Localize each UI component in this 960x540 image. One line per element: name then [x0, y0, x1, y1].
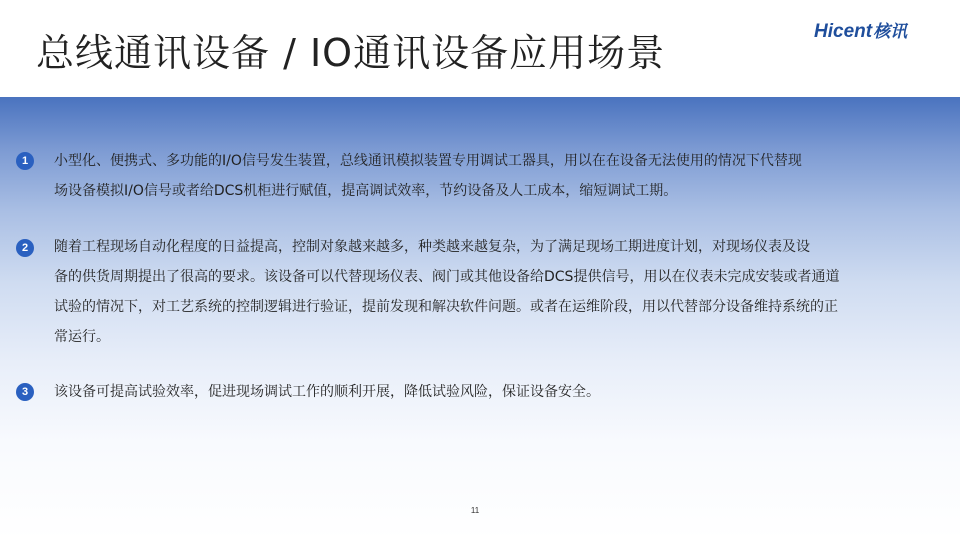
- text-line: 常运行。: [54, 329, 110, 345]
- number-badge-icon: 2: [16, 239, 34, 257]
- logo-text-cn: 核讯: [873, 22, 908, 42]
- number-badge-icon: 1: [16, 152, 34, 170]
- logo-text-en: Hicent: [814, 21, 873, 42]
- text-line: 小型化、便携式、多功能的I/O信号发生装置，总线通讯模拟装置专用调试工器具，用以在在设备无法使用的情况下代替现: [54, 153, 802, 169]
- text-line: 随着工程现场自动化程度的日益提高，控制对象越来越多，种类越来越复杂，为了满足现场工期进度计划，对现场仪表及设: [54, 239, 810, 255]
- item-2-text: [54, 232, 954, 352]
- page-number: 11: [470, 506, 480, 515]
- text-line: 试验的情况下，对工艺系统的控制逻辑进行验证，提前发现和解决软件问题。或者在运维阶段，用以代替部分设备维持系统的正: [54, 299, 838, 315]
- text-line: 该设备可提高试验效率，促进现场调试工作的顺利开展，降低试验风险，保证设备安全。: [54, 384, 600, 400]
- hicent-logo: [814, 17, 907, 43]
- item-3-text: [54, 377, 954, 407]
- item-1-text: [54, 146, 954, 206]
- slide-title: 总线通讯设备 / IO通讯设备应用场景: [36, 31, 666, 75]
- text-line: 场设备模拟I/O信号或者给DCS机柜进行赋值，提高调试效率，节约设备及人工成本，缩短调试工期。: [54, 183, 678, 199]
- number-badge-icon: 3: [16, 383, 34, 401]
- text-line: 备的供货周期提出了很高的要求。该设备可以代替现场仪表、阀门或其他设备给DCS提供信号，用以在仪表未完成安装或者通道: [54, 269, 840, 285]
